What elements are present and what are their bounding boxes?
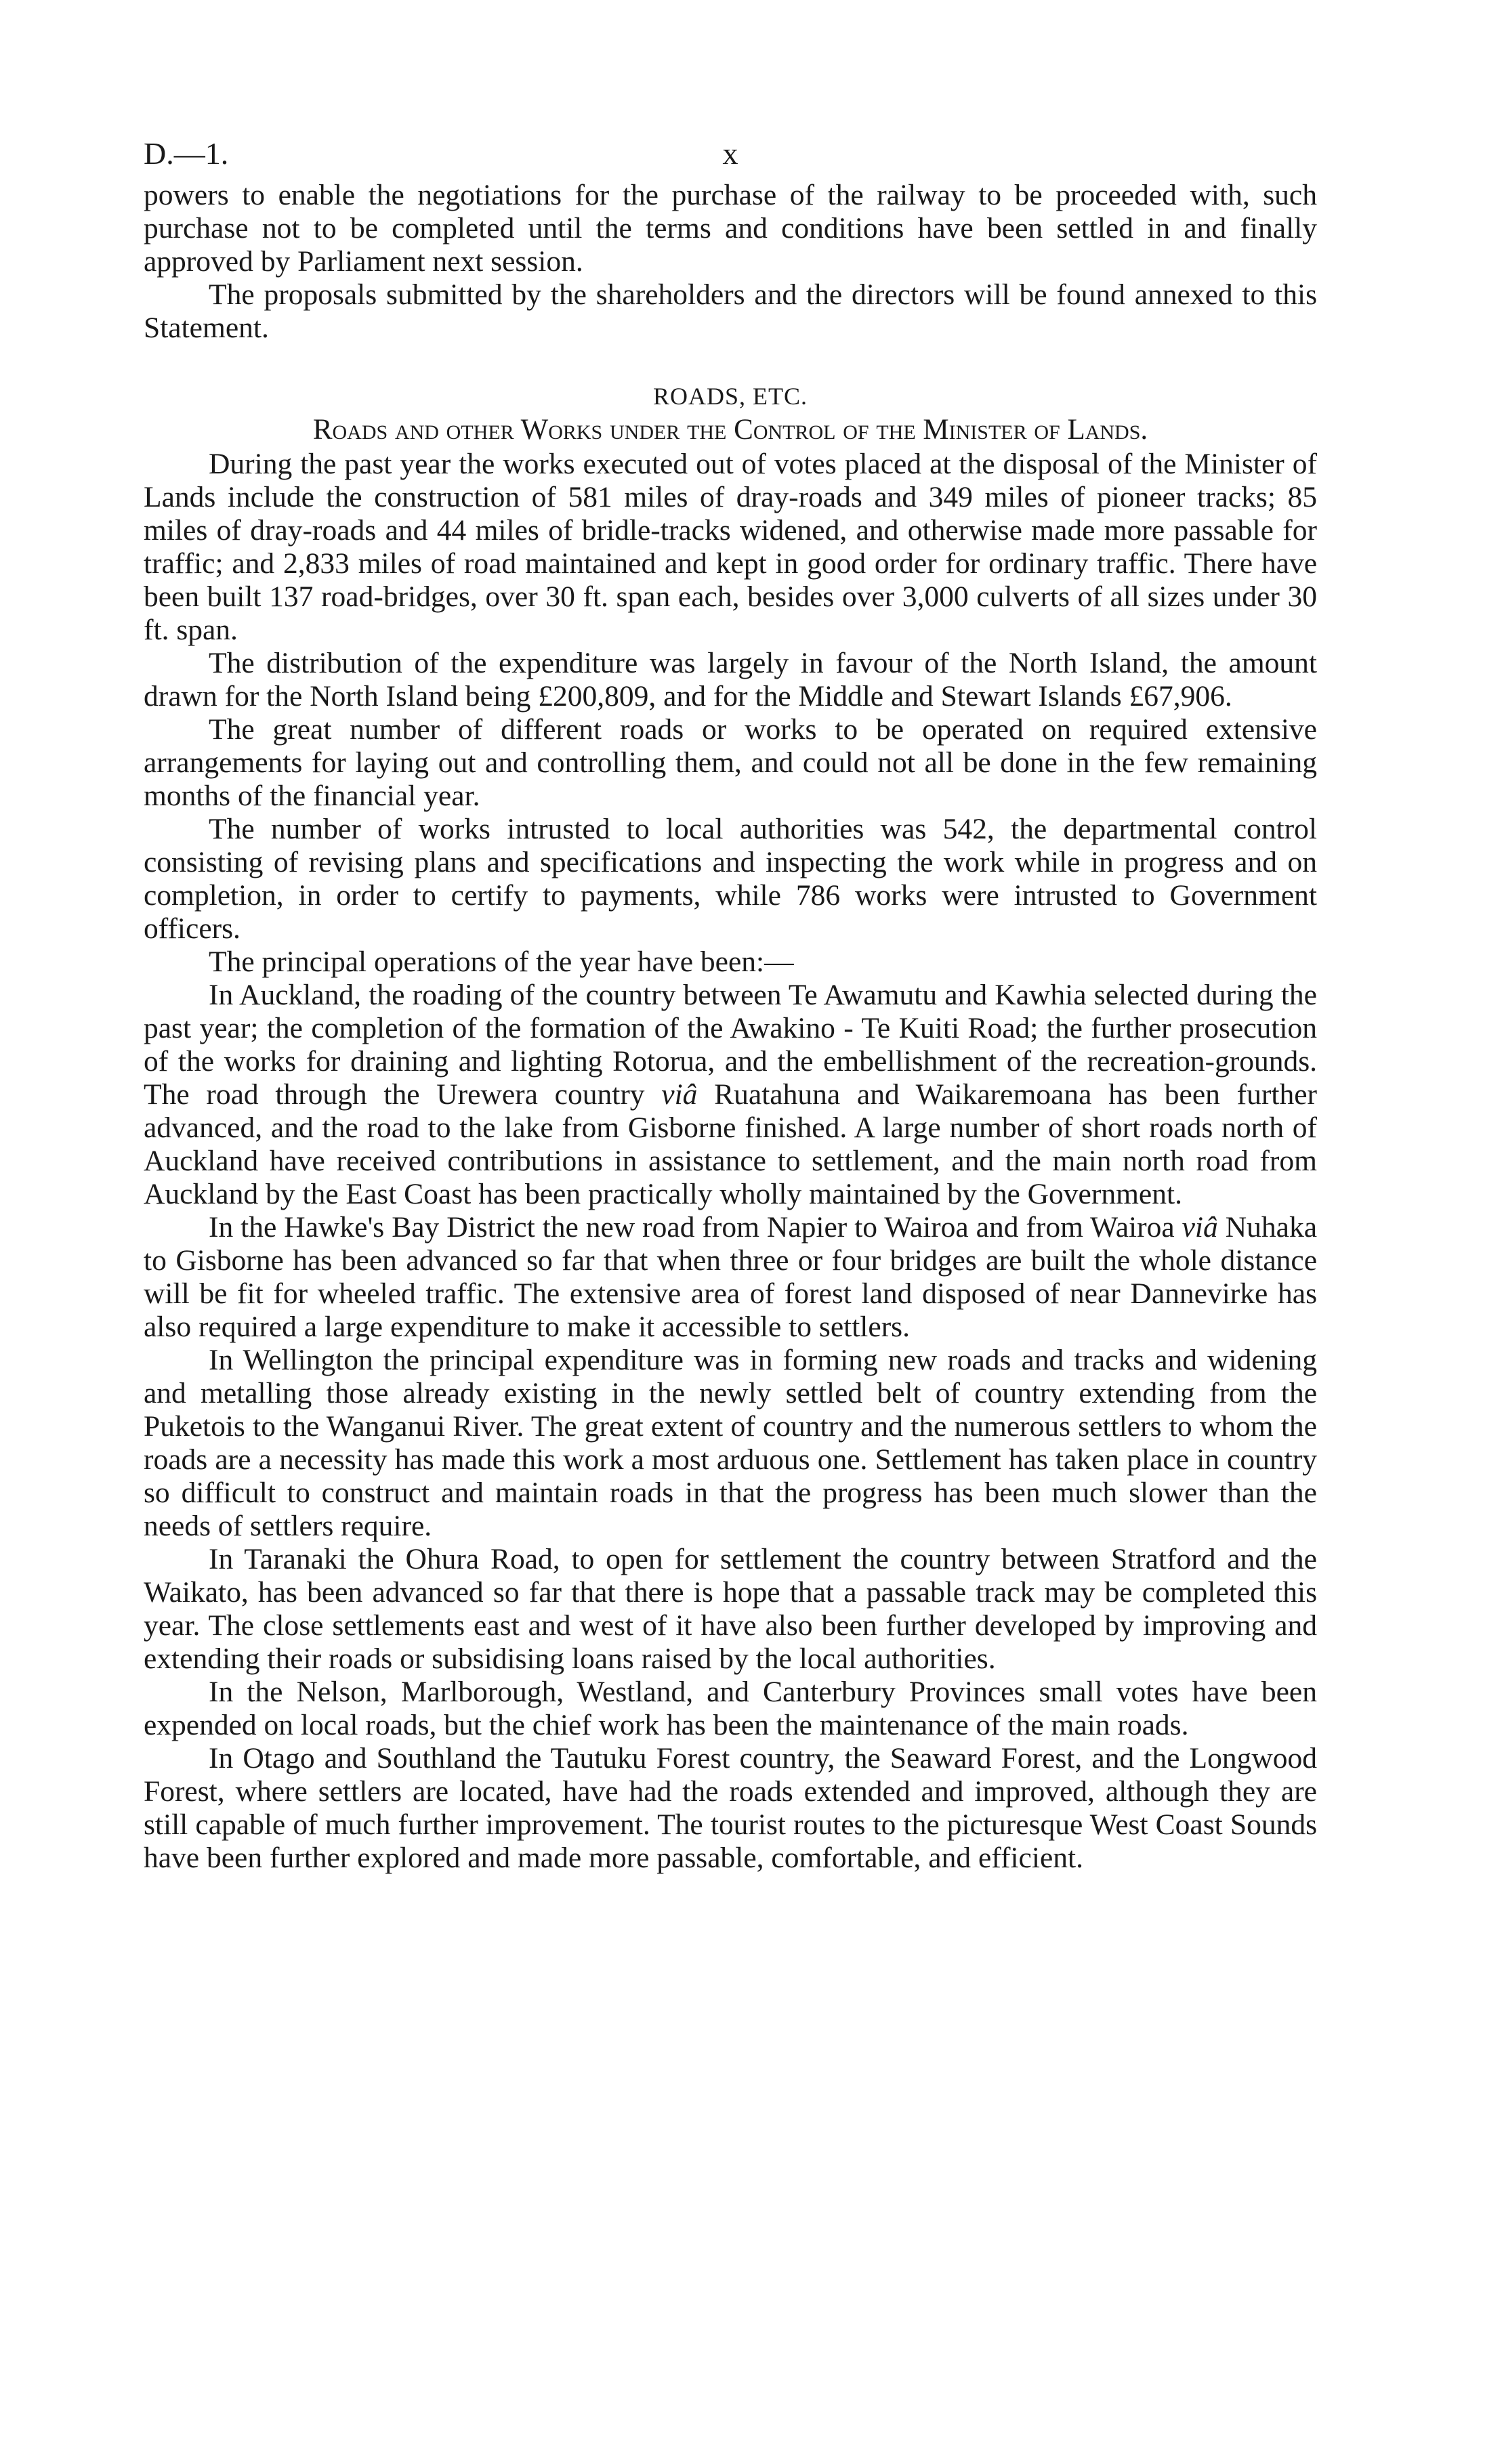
hawkes-bay-via: viâ [1182, 1211, 1218, 1244]
auckland-text-end: Ruatahuna and Waikaremoana has been further advanced, and the road to the lake from Gisborne finished. A large number of short roads north of Auckland have received contributions in assistance to settlement, and the main north road from Auckland by the East Coast has been practically wholly maintained by the Government. [144, 1078, 1317, 1210]
paragraph-taranaki: In Taranaki the Ohura Road, to open for settlement the country between Stratford and the Waikato, has been advanced so far that there is hope that a passable track may be completed this year. The close settlements east and west of it have also been further developed by improving and extending their roads or subsidising loans raised by the local authorities. [144, 1543, 1317, 1675]
hawkes-bay-text-end: Nuhaka to Gisborne has been advanced so far that when three or four bridges are built the whole distance will be fit for wheeled traffic. The extensive area of forest land disposed of near Dannevirke has also required a large expenditure to make it accessible to settlers. [144, 1211, 1317, 1343]
paragraph-wellington: In Wellington the principal expenditure was in forming new roads and tracks and widening and metalling those already existing in the newly settled belt of country extending from the Puketois to the Wanganui River. The great extent of country and the numerous settlers to whom the roads are a necessity has made this work a most arduous one. Settlement has taken place in country so difficult to construct and maintain roads in that the progress has been much slower than the needs of settlers require. [144, 1344, 1317, 1542]
auckland-text-start: In Auckland, the roading of the country between Te Awamutu and Kawhia selected during the past year; the completion of the formation of the Awakino - Te Kuiti Road; the further prosecution of the works for draining and lighting Rotorua, and the embellishment of the recreation-grounds. The road through the Urewera country [144, 979, 1317, 1111]
page-header [144, 135, 1317, 179]
document-page [144, 135, 1317, 1875]
paragraph-expenditure-distribution: The distribution of the expenditure was largely in favour of the North Island, the amount drawn for the North Island being £200,809, and for the Middle and Stewart Islands £67,906. [144, 647, 1317, 713]
paragraph-arrangements: The great number of different roads or works to be operated on required extensive arrangements for laying out and controlling them, and could not all be done in the few remaining months of the financial year. [144, 713, 1317, 812]
paragraph-principal-operations: The principal operations of the year have been:— [209, 946, 794, 978]
paragraph-hawkes-bay [144, 1211, 1317, 1344]
paragraph-works-summary: During the past year the works executed out of votes placed at the disposal of the Minister of Lands include the construction of 581 miles of dray-roads and 349 miles of pioneer tracks; 85 miles of dray-roads and 44 miles of bridle-tracks widened, and otherwise made more passable for traffic; and 2,833 miles of road maintained and kept in good order for ordinary traffic. There have been built 137 road-bridges, over 30 ft. span each, besides over 3,000 culverts of all sizes under 30 ft. span. [144, 448, 1317, 646]
document-reference: D.—1. [144, 136, 229, 171]
paragraph-auckland [144, 979, 1317, 1211]
hawkes-bay-text-start: In the Hawke's Bay District the new road from Napier to Wairoa and from Wairoa [209, 1211, 1182, 1244]
section-heading: ROADS, ETC. [652, 383, 808, 410]
paragraph-otago-southland: In Otago and Southland the Tautuku Forest country, the Seaward Forest, and the Longwood Forest, where settlers are located, have had the roads extended and improved, although they are still capable of much further improvement. The tourist routes to the picturesque West Coast Sounds have been further explored and made more passable, comfortable, and efficient. [144, 1742, 1317, 1874]
section-subheading: Roads and other Works under the Control of the Minister of Lands. [312, 414, 1148, 446]
auckland-via: viâ [661, 1078, 698, 1111]
intro-paragraph-continued: powers to enable the negotiations for the purchase of the railway to be proceeded with, such purchase not to be completed until the terms and conditions have been settled in and finally approved by Parliament next session. [144, 179, 1317, 278]
intro-paragraph-proposals: The proposals submitted by the shareholders and the directors will be found annexed to this Statement. [144, 278, 1317, 344]
paragraph-nelson-canterbury: In the Nelson, Marlborough, Westland, and Canterbury Provinces small votes have been expended on local roads, but the chief work has been the maintenance of the main roads. [144, 1676, 1317, 1741]
page-number: x [722, 136, 738, 171]
paragraph-local-authorities: The number of works intrusted to local authorities was 542, the departmental control consisting of revising plans and specifications and inspecting the work while in progress and on completion, in order to certify to payments, while 786 works were intrusted to Government officers. [144, 813, 1317, 945]
